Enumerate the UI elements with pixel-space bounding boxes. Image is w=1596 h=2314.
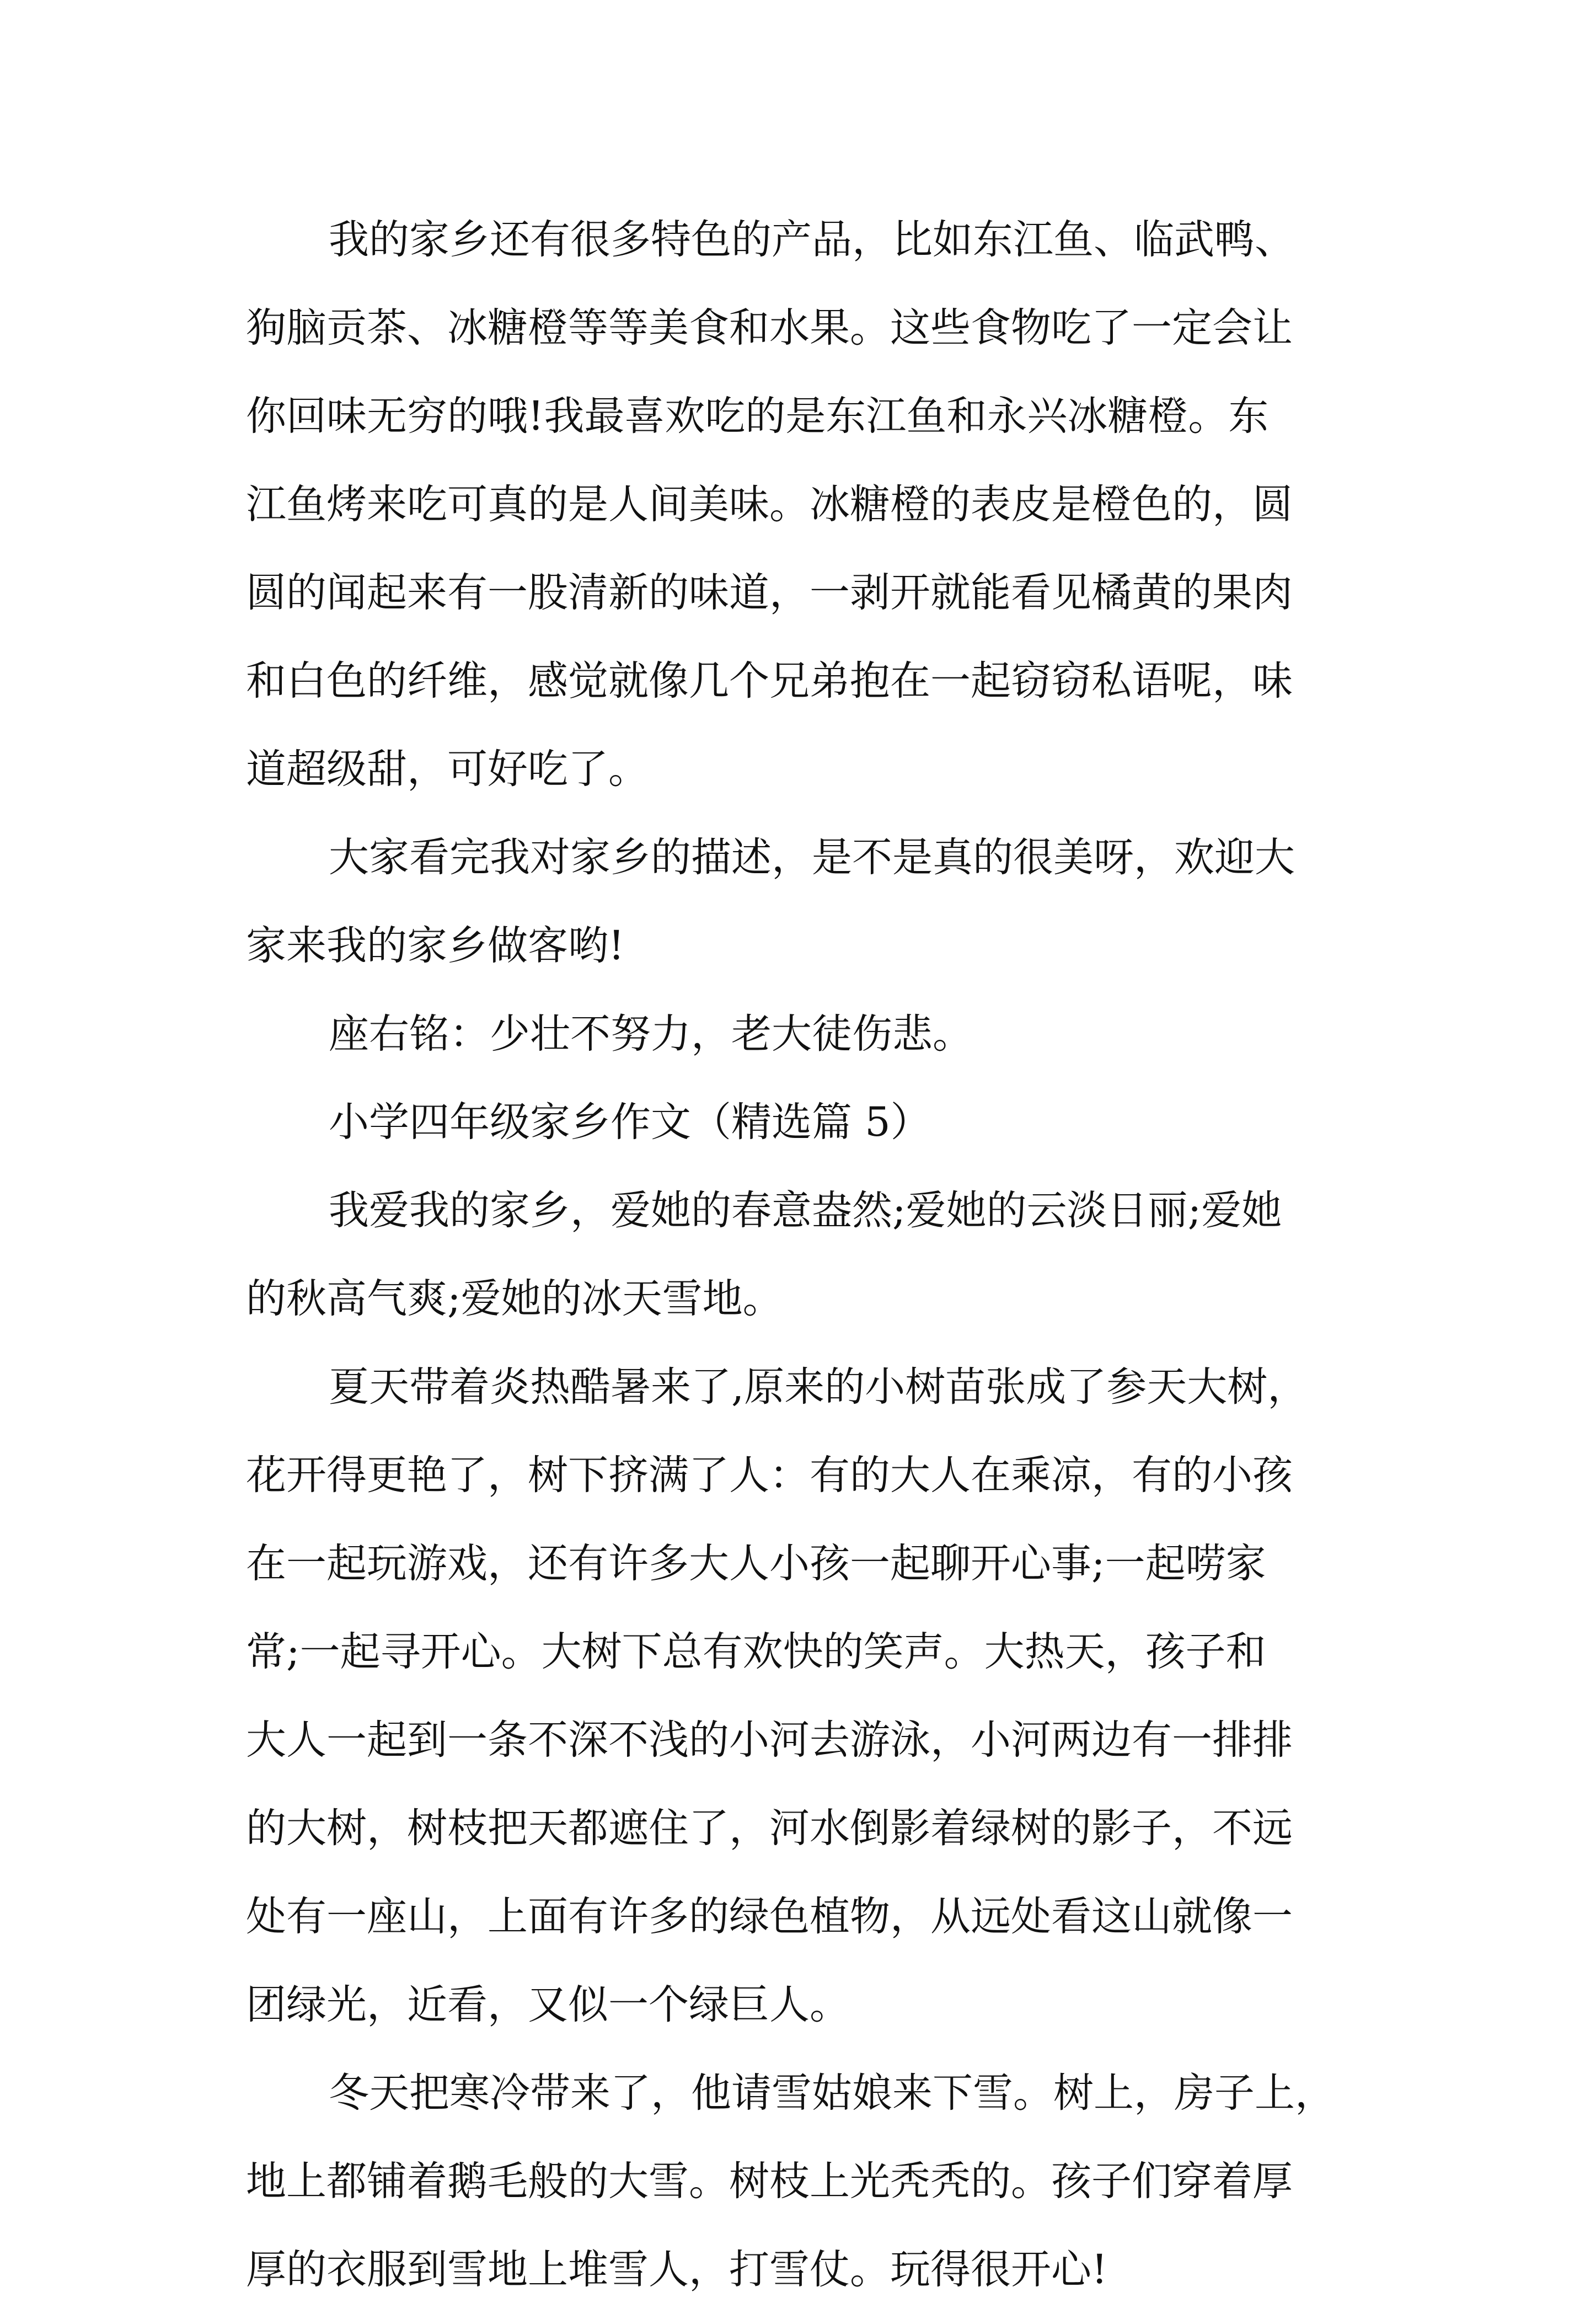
text-line: 我爱我的家乡，爱她的春意盎然;爱她的云淡日丽;爱她 (329, 1187, 1282, 1234)
text-line: 处有一座山，上面有许多的绿色植物，从远处看这山就像一 (246, 1893, 1293, 1940)
text-line: 冬天把寒冷带来了，他请雪姑娘来下雪。树上，房子上， (329, 2070, 1335, 2117)
text-line: 座右铭：少壮不努力，老大徒伤悲。 (329, 1011, 973, 1057)
text-line: 地上都铺着鹅毛般的大雪。树枝上光秃秃的。孩子们穿着厚 (246, 2158, 1293, 2205)
text-line: 团绿光，近看，又似一个绿巨人。 (246, 1981, 850, 2028)
text-line: 我的家乡还有很多特色的产品，比如东江鱼、临武鸭、 (329, 216, 1295, 263)
text-line: 的秋高气爽;爱她的冰天雪地。 (246, 1275, 783, 1322)
text-line: 在一起玩游戏，还有许多大人小孩一起聊开心事;一起唠家 (246, 1540, 1266, 1587)
text-line: 道超级甜，可好吃了。 (246, 746, 649, 793)
text-line: 狗脑贡茶、冰糖橙等等美食和水果。这些食物吃了一定会让 (246, 304, 1293, 351)
text-line: 圆的闻起来有一股清新的味道，一剥开就能看见橘黄的果肉 (246, 569, 1293, 616)
text-line: 花开得更艳了，树下挤满了人：有的大人在乘凉，有的小孩 (246, 1452, 1293, 1499)
document-body (246, 196, 1377, 2314)
text-line: 和白色的纤维，感觉就像几个兄弟抱在一起窃窃私语呢，味 (246, 658, 1293, 704)
section-heading: 小学四年级家乡作文（精选篇 5） (329, 1099, 931, 1146)
text-line: 江鱼烤来吃可真的是人间美味。冰糖橙的表皮是橙色的，圆 (246, 481, 1293, 528)
text-line: 大人一起到一条不深不浅的小河去游泳，小河两边有一排排 (246, 1717, 1293, 1763)
text-line: 大家看完我对家乡的描述，是不是真的很美呀，欢迎大 (329, 834, 1295, 881)
text-line: 家来我的家乡做客哟! (246, 922, 625, 969)
text-line: 你回味无穷的哦!我最喜欢吃的是东江鱼和永兴冰糖橙。东 (246, 393, 1269, 440)
text-line: 的大树，树枝把天都遮住了，河水倒影着绿树的影子，不远 (246, 1805, 1293, 1852)
text-line: 厚的衣服到雪地上堆雪人，打雪仗。玩得很开心! (246, 2246, 1108, 2293)
text-line: 夏天带着炎热酷暑来了,原来的小树苗张成了参天大树， (329, 1364, 1308, 1410)
text-line: 常;一起寻开心。大树下总有欢快的笑声。大热天，孩子和 (246, 1628, 1266, 1675)
